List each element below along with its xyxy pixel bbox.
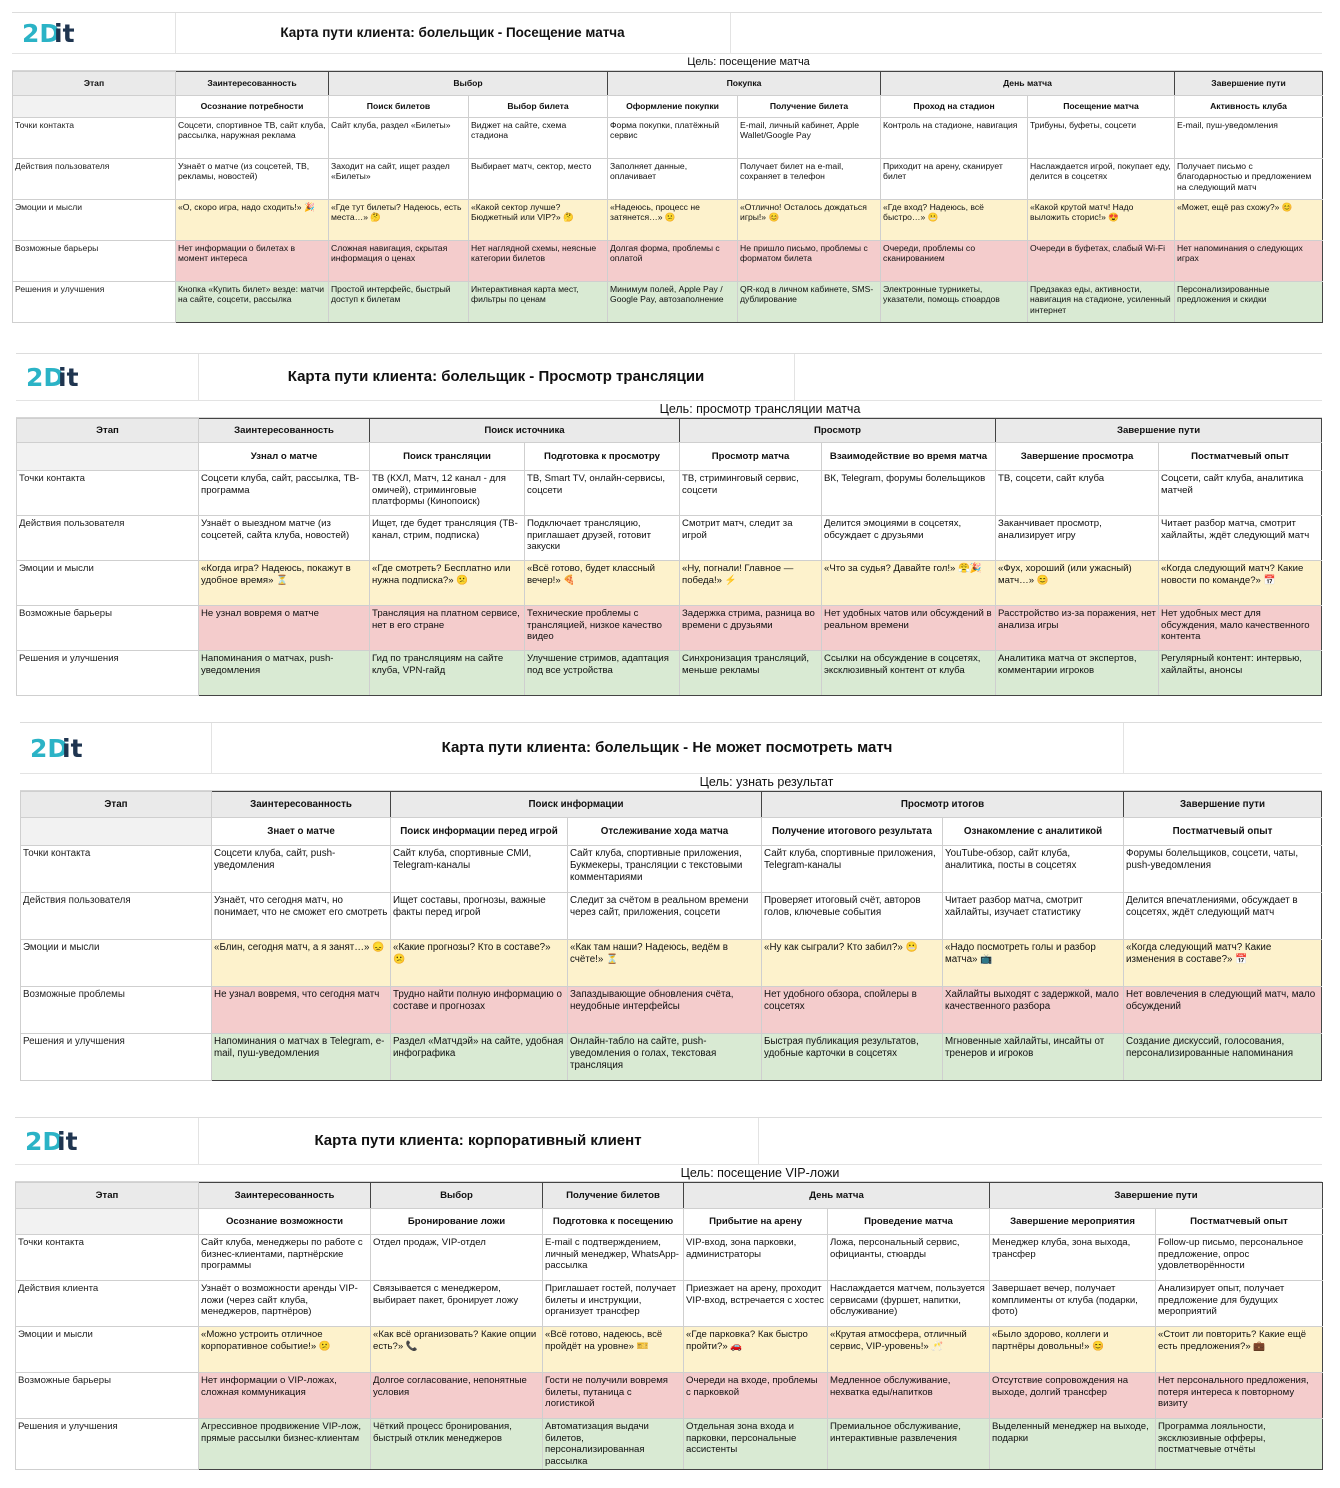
journey-cell: Программа лояльности, эксклюзивные офферы, постматчевые отчёты [1156, 1419, 1323, 1470]
journey-cell: Расстройство из-за поражения, нет анализа игры [996, 606, 1159, 651]
journey-cell: Заканчивает просмотр, анализирует игру [996, 516, 1159, 561]
journey-cell: Задержка стрима, разница во времени с друзьями [680, 606, 822, 651]
substage-header: Просмотр матча [680, 443, 822, 471]
journey-cell: Нет персонального предложения, потеря интереса к повторному визиту [1156, 1373, 1323, 1419]
journey-cell: Приходит на арену, сканирует билет [881, 159, 1028, 200]
substage-row [16, 1209, 1323, 1235]
journey-row [16, 1373, 1323, 1419]
stage-header: Покупка [608, 72, 881, 96]
journey-cell: «Какие прогнозы? Кто в составе?» 😕 [391, 940, 568, 987]
svg-text:2D: 2D [22, 19, 61, 48]
journey-cell: Заполняет данные, оплачивает [608, 159, 738, 200]
journey-cell: Ложа, персональный сервис, официанты, стюарды [828, 1235, 990, 1281]
journey-cell: Не узнал вовремя о матче [199, 606, 370, 651]
journey-cell: «Что за судья? Давайте гол!» 😤🎉 [822, 561, 996, 606]
journey-cell: Трудно найти полную информацию о составе и прогнозах [391, 987, 568, 1034]
substage-caption [16, 1209, 199, 1235]
journey-row [13, 159, 1323, 200]
journey-cell: Предзаказ еды, активности, навигация на стадионе, усиленный интернет [1028, 282, 1175, 323]
journey-cell: Соцсети клуба, сайт, рассылка, ТВ-программа [199, 471, 370, 516]
journey-row [16, 1281, 1323, 1327]
stage-header: Заинтересованность [199, 1183, 371, 1209]
substage-header: Взаимодействие во время матча [822, 443, 996, 471]
substage-row [13, 96, 1323, 118]
map-title: Карта пути клиента: болельщик - Не может посмотреть матч [441, 739, 893, 756]
stage-header: Просмотр итогов [762, 792, 1124, 818]
stage-header: Завершение пути [1175, 72, 1323, 96]
journey-cell: Автоматизация выдачи билетов, персонализированная рассылка [543, 1419, 684, 1470]
stage-header: День матча [881, 72, 1175, 96]
journey-cell: Форма покупки, платёжный сервис [608, 118, 738, 159]
journey-cell: YouTube-обзор, сайт клуба, аналитика, посты в соцсетях [943, 846, 1124, 893]
journey-cell: Чёткий процесс бронирования, быстрый отклик менеджеров [371, 1419, 543, 1470]
substage-header: Выбор билета [469, 96, 608, 118]
journey-cell: Отдельная зона входа и парковки, персональные ассистенты [684, 1419, 828, 1470]
map-goal: Цель: просмотр трансляции матча [16, 401, 1322, 418]
substage-caption [13, 96, 176, 118]
journey-cell: Регулярный контент: интервью, хайлайты, анонсы [1159, 651, 1322, 696]
journey-cell: Электронные турникеты, указатели, помощь стюардов [881, 282, 1028, 323]
substage-header: Знает о матче [212, 818, 391, 846]
journey-map [15, 1117, 1322, 1470]
journey-row [21, 846, 1322, 893]
journey-cell: Получает письмо с благодарностью и предложением на следующий матч [1175, 159, 1323, 200]
journey-cell: Завершает вечер, получает комплименты от клуба (подарки, фото) [990, 1281, 1156, 1327]
map-header [20, 722, 1322, 774]
brand-logo [30, 731, 92, 765]
journey-cell: Подключает трансляцию, приглашает друзей, готовит закуски [525, 516, 680, 561]
substage-header: Проход на стадион [881, 96, 1028, 118]
journey-cell: Нет вовлечения в следующий матч, мало обсуждений [1124, 987, 1322, 1034]
journey-cell: «Где вход? Надеюсь, всё быстро…» 😬 [881, 200, 1028, 241]
journey-table [20, 791, 1322, 1081]
journey-row [13, 282, 1323, 323]
journey-cell: «Надеюсь, процесс не затянется…» 😕 [608, 200, 738, 241]
map-title: Карта пути клиента: болельщик - Просмотр трансляции [287, 368, 705, 385]
journey-cell: Создание дискуссий, голосования, персонализированные напоминания [1124, 1034, 1322, 1081]
journey-row [21, 940, 1322, 987]
journey-cell: Нет наглядной схемы, неясные категории билетов [469, 241, 608, 282]
svg-text:2D: 2D [26, 363, 65, 392]
journey-cell: Ссылки на обсуждение в соцсетях, эксклюзивный контент от клуба [822, 651, 996, 696]
stage-row [13, 72, 1323, 96]
journey-row [21, 893, 1322, 940]
journey-cell: Виджет на сайте, схема стадиона [469, 118, 608, 159]
journey-cell: Улучшение стримов, адаптация под все устройства [525, 651, 680, 696]
journey-cell: Читает разбор матча, смотрит хайлайты, ждёт следующий матч [1159, 516, 1322, 561]
journey-table [16, 418, 1322, 696]
journey-cell: «Стоит ли повторить? Какие ещё есть предложения?» 💼 [1156, 1327, 1323, 1373]
journey-row [16, 1235, 1323, 1281]
brand-logo-icon [30, 733, 92, 763]
journey-map [16, 353, 1322, 696]
substage-header: Получение итогового результата [762, 818, 943, 846]
journey-cell: «Где тут билеты? Надеюсь, есть места…» 🤔 [329, 200, 469, 241]
journey-cell: Приезжает на арену, проходит VIP-вход, встречается с хостес [684, 1281, 828, 1327]
map-goal: Цель: узнать результат [20, 774, 1322, 791]
journey-cell: Контроль на стадионе, навигация [881, 118, 1028, 159]
stage-header: Поиск источника [370, 419, 680, 443]
journey-cell: Не узнал вовремя, что сегодня матч [212, 987, 391, 1034]
journey-row [16, 1419, 1323, 1470]
journey-cell: Агрессивное продвижение VIP-лож, прямые рассылки бизнес-клиентам [199, 1419, 371, 1470]
journey-cell: «Когда игра? Надеюсь, покажут в удобное время» ⏳ [199, 561, 370, 606]
journey-cell: Очереди, проблемы со сканированием [881, 241, 1028, 282]
journey-cell: «Какой крутой матч! Надо выложить сторис!» 😍 [1028, 200, 1175, 241]
journey-cell: Читает разбор матча, смотрит хайлайты, изучает статистику [943, 893, 1124, 940]
journey-cell: Ищет, где будет трансляция (ТВ-канал, стрим, подписка) [370, 516, 525, 561]
stage-header: Завершение пути [990, 1183, 1323, 1209]
substage-header: Посещение матча [1028, 96, 1175, 118]
journey-cell: E-mail с подтверждением, личный менеджер, WhatsApp-рассылка [543, 1235, 684, 1281]
journey-cell: Делится эмоциями в соцсетях, обсуждает с друзьями [822, 516, 996, 561]
row-label: Эмоции и мысли [21, 940, 212, 987]
map-header [16, 353, 1322, 401]
journey-cell: Наслаждается матчем, пользуется сервисами (фуршет, напитки, обслуживание) [828, 1281, 990, 1327]
row-label: Возможные проблемы [21, 987, 212, 1034]
substage-header: Активность клуба [1175, 96, 1323, 118]
journey-cell: QR-код в личном кабинете, SMS-дублирование [738, 282, 881, 323]
journey-cell: Соцсети клуба, сайт, push-уведомления [212, 846, 391, 893]
svg-text:it: it [58, 363, 79, 392]
journey-cell: «Ну как сыграли? Кто забил?» 😬 [762, 940, 943, 987]
journey-cell: Очереди на входе, проблемы с парковкой [684, 1373, 828, 1419]
journey-cell: ТВ, соцсети, сайт клуба [996, 471, 1159, 516]
journey-cell: Менеджер клуба, зона выхода, трансфер [990, 1235, 1156, 1281]
substage-header: Отслеживание хода матча [568, 818, 762, 846]
journey-cell: Заходит на сайт, ищет раздел «Билеты» [329, 159, 469, 200]
journey-cell: Нет информации о билетах в момент интереса [176, 241, 329, 282]
stage-header: Заинтересованность [199, 419, 370, 443]
journey-cell: Гид по трансляциям на сайте клуба, VPN-гайд [370, 651, 525, 696]
map-header [12, 12, 1322, 54]
stage-row [17, 419, 1322, 443]
substage-header: Завершение мероприятия [990, 1209, 1156, 1235]
journey-cell: Простой интерфейс, быстрый доступ к билетам [329, 282, 469, 323]
stage-caption: Этап [17, 419, 199, 443]
stage-header: Завершение пути [996, 419, 1322, 443]
svg-text:it: it [54, 19, 75, 48]
journey-cell: Соцсети, сайт клуба, аналитика матчей [1159, 471, 1322, 516]
journey-cell: Отдел продаж, VIP-отдел [371, 1235, 543, 1281]
row-label: Решения и улучшения [21, 1034, 212, 1081]
journey-cell: «Крутая атмосфера, отличный сервис, VIP-уровень!» 🥂 [828, 1327, 990, 1373]
stage-header: Завершение пути [1124, 792, 1322, 818]
journey-cell: Сайт клуба, спортивные СМИ, Telegram-каналы [391, 846, 568, 893]
journey-cell: «Где смотреть? Бесплатно или нужна подписка?» 😕 [370, 561, 525, 606]
substage-header: Поиск билетов [329, 96, 469, 118]
row-label: Действия пользователя [13, 159, 176, 200]
brand-logo [25, 1124, 87, 1158]
journey-row [13, 200, 1323, 241]
journey-cell: Follow-up письмо, персональное предложение, опрос удовлетворённости [1156, 1235, 1323, 1281]
substage-row [17, 443, 1322, 471]
row-label: Действия пользователя [21, 893, 212, 940]
journey-cell: «Где парковка? Как быстро пройти?» 🚗 [684, 1327, 828, 1373]
row-label: Решения и улучшения [17, 651, 199, 696]
journey-cell: «Как всё организовать? Какие опции есть?» 📞 [371, 1327, 543, 1373]
journey-cell: Синхронизация трансляций, меньше рекламы [680, 651, 822, 696]
stage-header: Получение билетов [543, 1183, 684, 1209]
journey-cell: Технические проблемы с трансляцией, низкое качество видео [525, 606, 680, 651]
journey-row [13, 118, 1323, 159]
journey-cell: Хайлайты выходят с задержкой, мало качественного разбора [943, 987, 1124, 1034]
journey-cell: Делится впечатлениями, обсуждает в соцсетях, ждёт следующий матч [1124, 893, 1322, 940]
row-label: Точки контакта [16, 1235, 199, 1281]
journey-cell: Получает билет на e-mail, сохраняет в телефон [738, 159, 881, 200]
stage-header: Заинтересованность [176, 72, 329, 96]
row-label: Возможные барьеры [13, 241, 176, 282]
journey-cell: «Какой сектор лучше? Бюджетный или VIP?» 🤔 [469, 200, 608, 241]
journey-row [21, 1034, 1322, 1081]
substage-header: Осознание потребности [176, 96, 329, 118]
journey-cell: Узнаёт, что сегодня матч, но понимает, что не сможет его смотреть [212, 893, 391, 940]
substage-caption [17, 443, 199, 471]
substage-header: Постматчевый опыт [1159, 443, 1322, 471]
journey-cell: «О, скоро игра, надо сходить!» 🎉 [176, 200, 329, 241]
journey-cell: «Как там наши? Надеюсь, ведём в счёте!» ⏳ [568, 940, 762, 987]
journey-cell: «Можно устроить отличное корпоративное событие!» 😕 [199, 1327, 371, 1373]
journey-cell: Мгновенные хайлайты, инсайты от тренеров и игроков [943, 1034, 1124, 1081]
svg-text:it: it [57, 1127, 78, 1156]
journey-cell: E-mail, пуш-уведомления [1175, 118, 1323, 159]
journey-row [13, 241, 1323, 282]
brand-logo [26, 360, 88, 394]
journey-cell: Соцсети, спортивное ТВ, сайт клуба, рассылка, наружная реклама [176, 118, 329, 159]
journey-cell: Долгая форма, проблемы с оплатой [608, 241, 738, 282]
journey-cell: Нет информации о VIP-ложах, сложная коммуникация [199, 1373, 371, 1419]
journey-cell: Трансляция на платном сервисе, нет в его стране [370, 606, 525, 651]
journey-cell: «Всё готово, будет классный вечер!» 🍕 [525, 561, 680, 606]
journey-row [21, 987, 1322, 1034]
journey-cell: Аналитика матча от экспертов, комментарии игроков [996, 651, 1159, 696]
journey-cell: Приглашает гостей, получает билеты и инструкции, организует трансфер [543, 1281, 684, 1327]
stage-header: День матча [684, 1183, 990, 1209]
journey-cell: Проверяет итоговый счёт, авторов голов, ключевые события [762, 893, 943, 940]
journey-cell: Сайт клуба, спортивные приложения, Telegram-каналы [762, 846, 943, 893]
substage-header: Подготовка к просмотру [525, 443, 680, 471]
journey-cell: Анализирует опыт, получает предложение для будущих мероприятий [1156, 1281, 1323, 1327]
journey-row [17, 651, 1322, 696]
svg-text:2D: 2D [25, 1127, 64, 1156]
journey-cell: Напоминания о матчах, push-уведомления [199, 651, 370, 696]
journey-cell: «Блин, сегодня матч, а я занят…» 😞 [212, 940, 391, 987]
brand-logo-icon [22, 18, 84, 48]
row-label: Возможные барьеры [17, 606, 199, 651]
journey-map [12, 12, 1322, 323]
journey-cell: «Отлично! Осталось дождаться игры!» 😊 [738, 200, 881, 241]
journey-cell: Связывается с менеджером, выбирает пакет, бронирует ложу [371, 1281, 543, 1327]
row-label: Эмоции и мысли [13, 200, 176, 241]
stage-caption: Этап [13, 72, 176, 96]
journey-row [17, 471, 1322, 516]
substage-caption [21, 818, 212, 846]
journey-cell: «Надо посмотреть голы и разбор матча» 📺 [943, 940, 1124, 987]
brand-logo [22, 16, 84, 50]
brand-logo-icon [26, 362, 88, 392]
journey-cell: «Когда следующий матч? Какие изменения в составе?» 📅 [1124, 940, 1322, 987]
journey-cell: Выбирает матч, сектор, место [469, 159, 608, 200]
journey-cell: Узнаёт о выездном матче (из соцсетей, сайта клуба, новостей) [199, 516, 370, 561]
map-goal: Цель: посещение VIP-ложи [15, 1165, 1322, 1182]
journey-cell: Персонализированные предложения и скидки [1175, 282, 1323, 323]
journey-cell: Сайт клуба, менеджеры по работе с бизнес-клиентами, партнёрские программы [199, 1235, 371, 1281]
journey-cell: Кнопка «Купить билет» везде: матчи на сайте, соцсети, рассылка [176, 282, 329, 323]
journey-cell: «Было здорово, коллеги и партнёры довольны!» 😊 [990, 1327, 1156, 1373]
journey-cell: «Когда следующий матч? Какие новости по команде?» 📅 [1159, 561, 1322, 606]
journey-cell: VIP-вход, зона парковки, администраторы [684, 1235, 828, 1281]
journey-cell: ТВ, стриминговый сервис, соцсети [680, 471, 822, 516]
journey-cell: Быстрая публикация результатов, удобные карточки в соцсетях [762, 1034, 943, 1081]
stage-row [21, 792, 1322, 818]
journey-cell: Следит за счётом в реальном времени через сайт, приложения, соцсети [568, 893, 762, 940]
substage-header: Прибытие на арену [684, 1209, 828, 1235]
journey-cell: Узнаёт о матче (из соцсетей, ТВ, рекламы, новостей) [176, 159, 329, 200]
journey-cell: Раздел «Матчдэй» на сайте, удобная инфографика [391, 1034, 568, 1081]
row-label: Действия клиента [16, 1281, 199, 1327]
journey-cell: Гости не получили вовремя билеты, путаница с логистикой [543, 1373, 684, 1419]
journey-cell: Трибуны, буфеты, соцсети [1028, 118, 1175, 159]
substage-header: Проведение матча [828, 1209, 990, 1235]
row-label: Возможные барьеры [16, 1373, 199, 1419]
substage-header: Постматчевый опыт [1156, 1209, 1323, 1235]
journey-row [17, 606, 1322, 651]
journey-cell: Нет напоминания о следующих играх [1175, 241, 1323, 282]
substage-header: Получение билета [738, 96, 881, 118]
stage-row [16, 1183, 1323, 1209]
svg-text:it: it [62, 734, 83, 763]
substage-header: Подготовка к посещению [543, 1209, 684, 1235]
map-header [15, 1117, 1322, 1165]
journey-cell: Форумы болельщиков, соцсети, чаты, push-уведомления [1124, 846, 1322, 893]
journey-cell: Медленное обслуживание, нехватка еды/напитков [828, 1373, 990, 1419]
stage-header: Просмотр [680, 419, 996, 443]
row-label: Решения и улучшения [13, 282, 176, 323]
journey-cell: Наслаждается игрой, покупает еду, делится в соцсетях [1028, 159, 1175, 200]
journey-cell: ТВ (КХЛ, Матч, 12 канал - для омичей), стриминговые платформы (Кинопоиск) [370, 471, 525, 516]
journey-cell: Интерактивная карта мест, фильтры по ценам [469, 282, 608, 323]
stage-header: Выбор [329, 72, 608, 96]
journey-table [15, 1182, 1323, 1470]
substage-header: Поиск трансляции [370, 443, 525, 471]
journey-cell: ВК, Telegram, форумы болельщиков [822, 471, 996, 516]
journey-cell: Напоминания о матчах в Telegram, e-mail, пуш-уведомления [212, 1034, 391, 1081]
map-goal: Цель: посещение матча [12, 54, 1322, 71]
row-label: Действия пользователя [17, 516, 199, 561]
stage-caption: Этап [16, 1183, 199, 1209]
stage-header: Выбор [371, 1183, 543, 1209]
row-label: Точки контакта [13, 118, 176, 159]
row-label: Точки контакта [21, 846, 212, 893]
brand-logo-icon [25, 1126, 87, 1156]
journey-cell: Сайт клуба, спортивные приложения, Букмекеры, трансляции с текстовыми комментариями [568, 846, 762, 893]
map-title: Карта пути клиента: корпоративный клиент [314, 1132, 642, 1149]
substage-header: Постматчевый опыт [1124, 818, 1322, 846]
journey-cell: «Ну, погнали! Главное — победа!» ⚡ [680, 561, 822, 606]
substage-header: Узнал о матче [199, 443, 370, 471]
journey-cell: Выделенный менеджер на выходе, подарки [990, 1419, 1156, 1470]
substage-header: Бронирование ложи [371, 1209, 543, 1235]
journey-cell: «Может, ещё раз схожу?» 😊 [1175, 200, 1323, 241]
substage-header: Оформление покупки [608, 96, 738, 118]
journey-cell: Минимум полей, Apple Pay / Google Pay, автозаполнение [608, 282, 738, 323]
journey-cell: Онлайн-табло на сайте, push-уведомления о голах, текстовая трансляция [568, 1034, 762, 1081]
journey-cell: E-mail, личный кабинет, Apple Wallet/Google Pay [738, 118, 881, 159]
substage-header: Ознакомление с аналитикой [943, 818, 1124, 846]
substage-header: Осознание возможности [199, 1209, 371, 1235]
journey-cell: Премиальное обслуживание, интерактивные развлечения [828, 1419, 990, 1470]
stage-header: Поиск информации [391, 792, 762, 818]
journey-row [16, 1327, 1323, 1373]
journey-table [12, 71, 1323, 323]
row-label: Решения и улучшения [16, 1419, 199, 1470]
journey-cell: Ищет составы, прогнозы, важные факты перед игрой [391, 893, 568, 940]
row-label: Точки контакта [17, 471, 199, 516]
journey-cell: Сайт клуба, раздел «Билеты» [329, 118, 469, 159]
journey-cell: Нет удобных чатов или обсуждений в реальном времени [822, 606, 996, 651]
journey-cell: «Всё готово, надеюсь, всё пройдёт на уровне» 🎫 [543, 1327, 684, 1373]
journey-cell: Очереди в буфетах, слабый Wi-Fi [1028, 241, 1175, 282]
journey-cell: Нет удобного обзора, спойлеры в соцсетях [762, 987, 943, 1034]
journey-cell: Запаздывающие обновления счёта, неудобные интерфейсы [568, 987, 762, 1034]
journey-cell: ТВ, Smart TV, онлайн-сервисы, соцсети [525, 471, 680, 516]
substage-row [21, 818, 1322, 846]
journey-row [17, 516, 1322, 561]
journey-cell: Узнаёт о возможности аренды VIP-ложи (через сайт клуба, менеджеров, партнёров) [199, 1281, 371, 1327]
substage-header: Поиск информации перед игрой [391, 818, 568, 846]
row-label: Эмоции и мысли [16, 1327, 199, 1373]
journey-cell: Сложная навигация, скрытая информация о ценах [329, 241, 469, 282]
svg-text:2D: 2D [30, 734, 69, 763]
journey-map [20, 722, 1322, 1081]
journey-cell: Отсутствие сопровождения на выходе, долгий трансфер [990, 1373, 1156, 1419]
journey-cell: Долгое согласование, непонятные условия [371, 1373, 543, 1419]
stage-caption: Этап [21, 792, 212, 818]
map-title: Карта пути клиента: болельщик - Посещение матча [280, 25, 625, 40]
stage-header: Заинтересованность [212, 792, 391, 818]
journey-cell: Нет удобных мест для обсуждения, мало качественного контента [1159, 606, 1322, 651]
journey-row [17, 561, 1322, 606]
journey-cell: «Фух, хороший (или ужасный) матч…» 😊 [996, 561, 1159, 606]
journey-cell: Не пришло письмо, проблемы с форматом билета [738, 241, 881, 282]
row-label: Эмоции и мысли [17, 561, 199, 606]
substage-header: Завершение просмотра [996, 443, 1159, 471]
journey-cell: Смотрит матч, следит за игрой [680, 516, 822, 561]
